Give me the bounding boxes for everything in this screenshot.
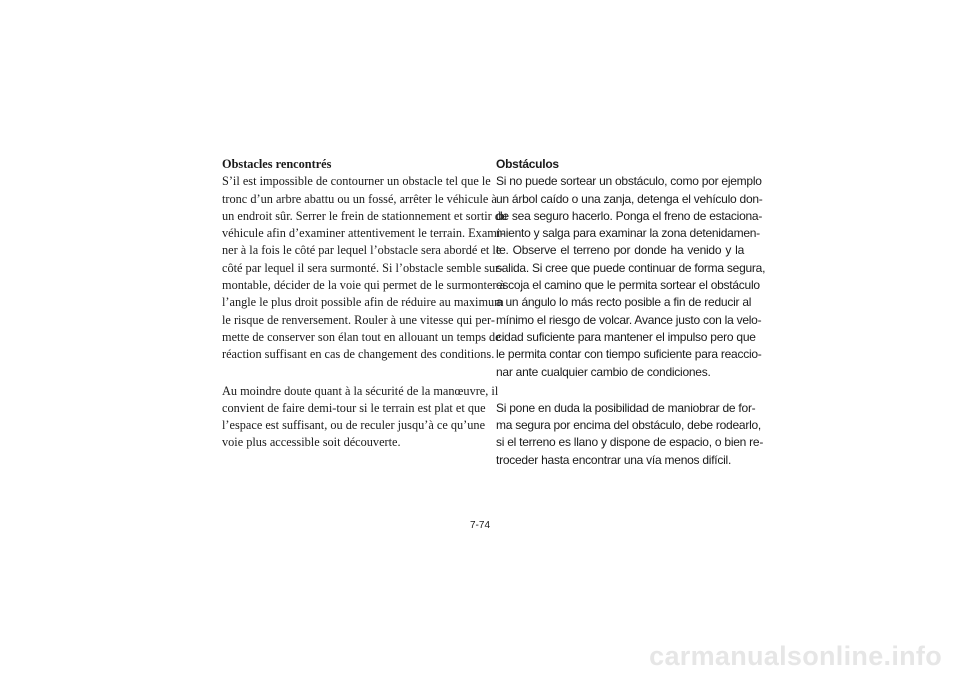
text-line: voie plus accessible soit découverte. xyxy=(222,435,401,450)
french-column xyxy=(222,156,508,452)
page-number: 7-74 xyxy=(469,520,490,531)
text-line: mínimo el riesgo de volcar. Avance justo con la velo- xyxy=(496,312,762,327)
watermark-logo: carmanualsonline.info xyxy=(649,641,942,671)
text-line: un endroit sûr. Serrer le frein de stationnement et sortir du xyxy=(222,208,508,223)
text-line: nar ante cualquier cambio de condiciones. xyxy=(496,364,711,379)
text-line: l’espace est suffisant, ou de reculer jusqu’à ce qu’une xyxy=(222,418,486,433)
text-line: cidad suficiente para mantener el impulso pero que xyxy=(496,329,756,344)
text-line: si el terreno es llano y dispone de espacio, o bien re- xyxy=(496,435,764,450)
spanish-paragraph-1 xyxy=(496,173,766,381)
text-line: convient de faire demi-tour si le terrain est plat et que xyxy=(222,400,486,415)
text-line: mette de conserver son élan tout en allouant un temps de xyxy=(222,329,501,344)
text-line: côté par lequel il sera surmonté. Si l’obstacle semble sur- xyxy=(222,260,504,275)
french-heading: Obstacles rencontrés xyxy=(222,157,332,171)
text-line: l’angle le plus droit possible afin de réduire au maximum xyxy=(222,295,504,310)
text-line: Si pone en duda la posibilidad de maniobrar de for- xyxy=(496,400,756,415)
text-line: un árbol caído o una zanja, detenga el vehículo don- xyxy=(496,191,763,206)
spanish-paragraph-2 xyxy=(496,400,764,469)
text-line: le risque de renversement. Rouler à une vitesse qui per- xyxy=(222,312,495,327)
french-paragraph-2 xyxy=(222,383,499,452)
spanish-heading: Obstáculos xyxy=(496,157,559,171)
text-line: Au moindre doute quant à la sécurité de la manœuvre, il xyxy=(222,383,499,398)
text-line: véhicule afin d’examiner attentivement le terrain. Exami- xyxy=(222,226,505,241)
text-line: le permita contar con tiempo suficiente para reaccio- xyxy=(496,347,762,362)
spanish-column xyxy=(496,156,766,469)
text-line: de sea seguro hacerlo. Ponga el freno de estaciona- xyxy=(496,208,763,223)
text-line: tronc d’un arbre abattu ou un fossé, arrêter le véhicule à xyxy=(222,191,497,206)
text-line: ma segura por encima del obstáculo, debe rodearlo, xyxy=(496,418,761,433)
text-line: miento y salga para examinar la zona detenidamen- xyxy=(496,226,760,241)
text-line: troceder hasta encontrar una vía menos difícil. xyxy=(496,452,732,467)
text-line: a un ángulo lo más recto posible a fin de reducir al xyxy=(496,295,752,310)
text-line: escoja el camino que le permita sortear el obstáculo xyxy=(496,278,760,293)
text-line: te. Observe el terreno por donde ha venido y la xyxy=(496,243,744,258)
text-line: montable, décider de la voie qui permet de le surmonter à xyxy=(222,278,506,293)
text-line: salida. Si cree que puede continuar de forma segura, xyxy=(496,260,766,275)
text-line: réaction suffisant en cas de changement des conditions. xyxy=(222,347,495,362)
text-line: Si no puede sortear un obstáculo, como por ejemplo xyxy=(496,174,762,189)
text-line: ner à la fois le côté par lequel l’obstacle sera abordé et le xyxy=(222,243,502,258)
french-paragraph-1 xyxy=(222,173,508,363)
text-line: S’il est impossible de contourner un obstacle tel que le xyxy=(222,174,491,189)
